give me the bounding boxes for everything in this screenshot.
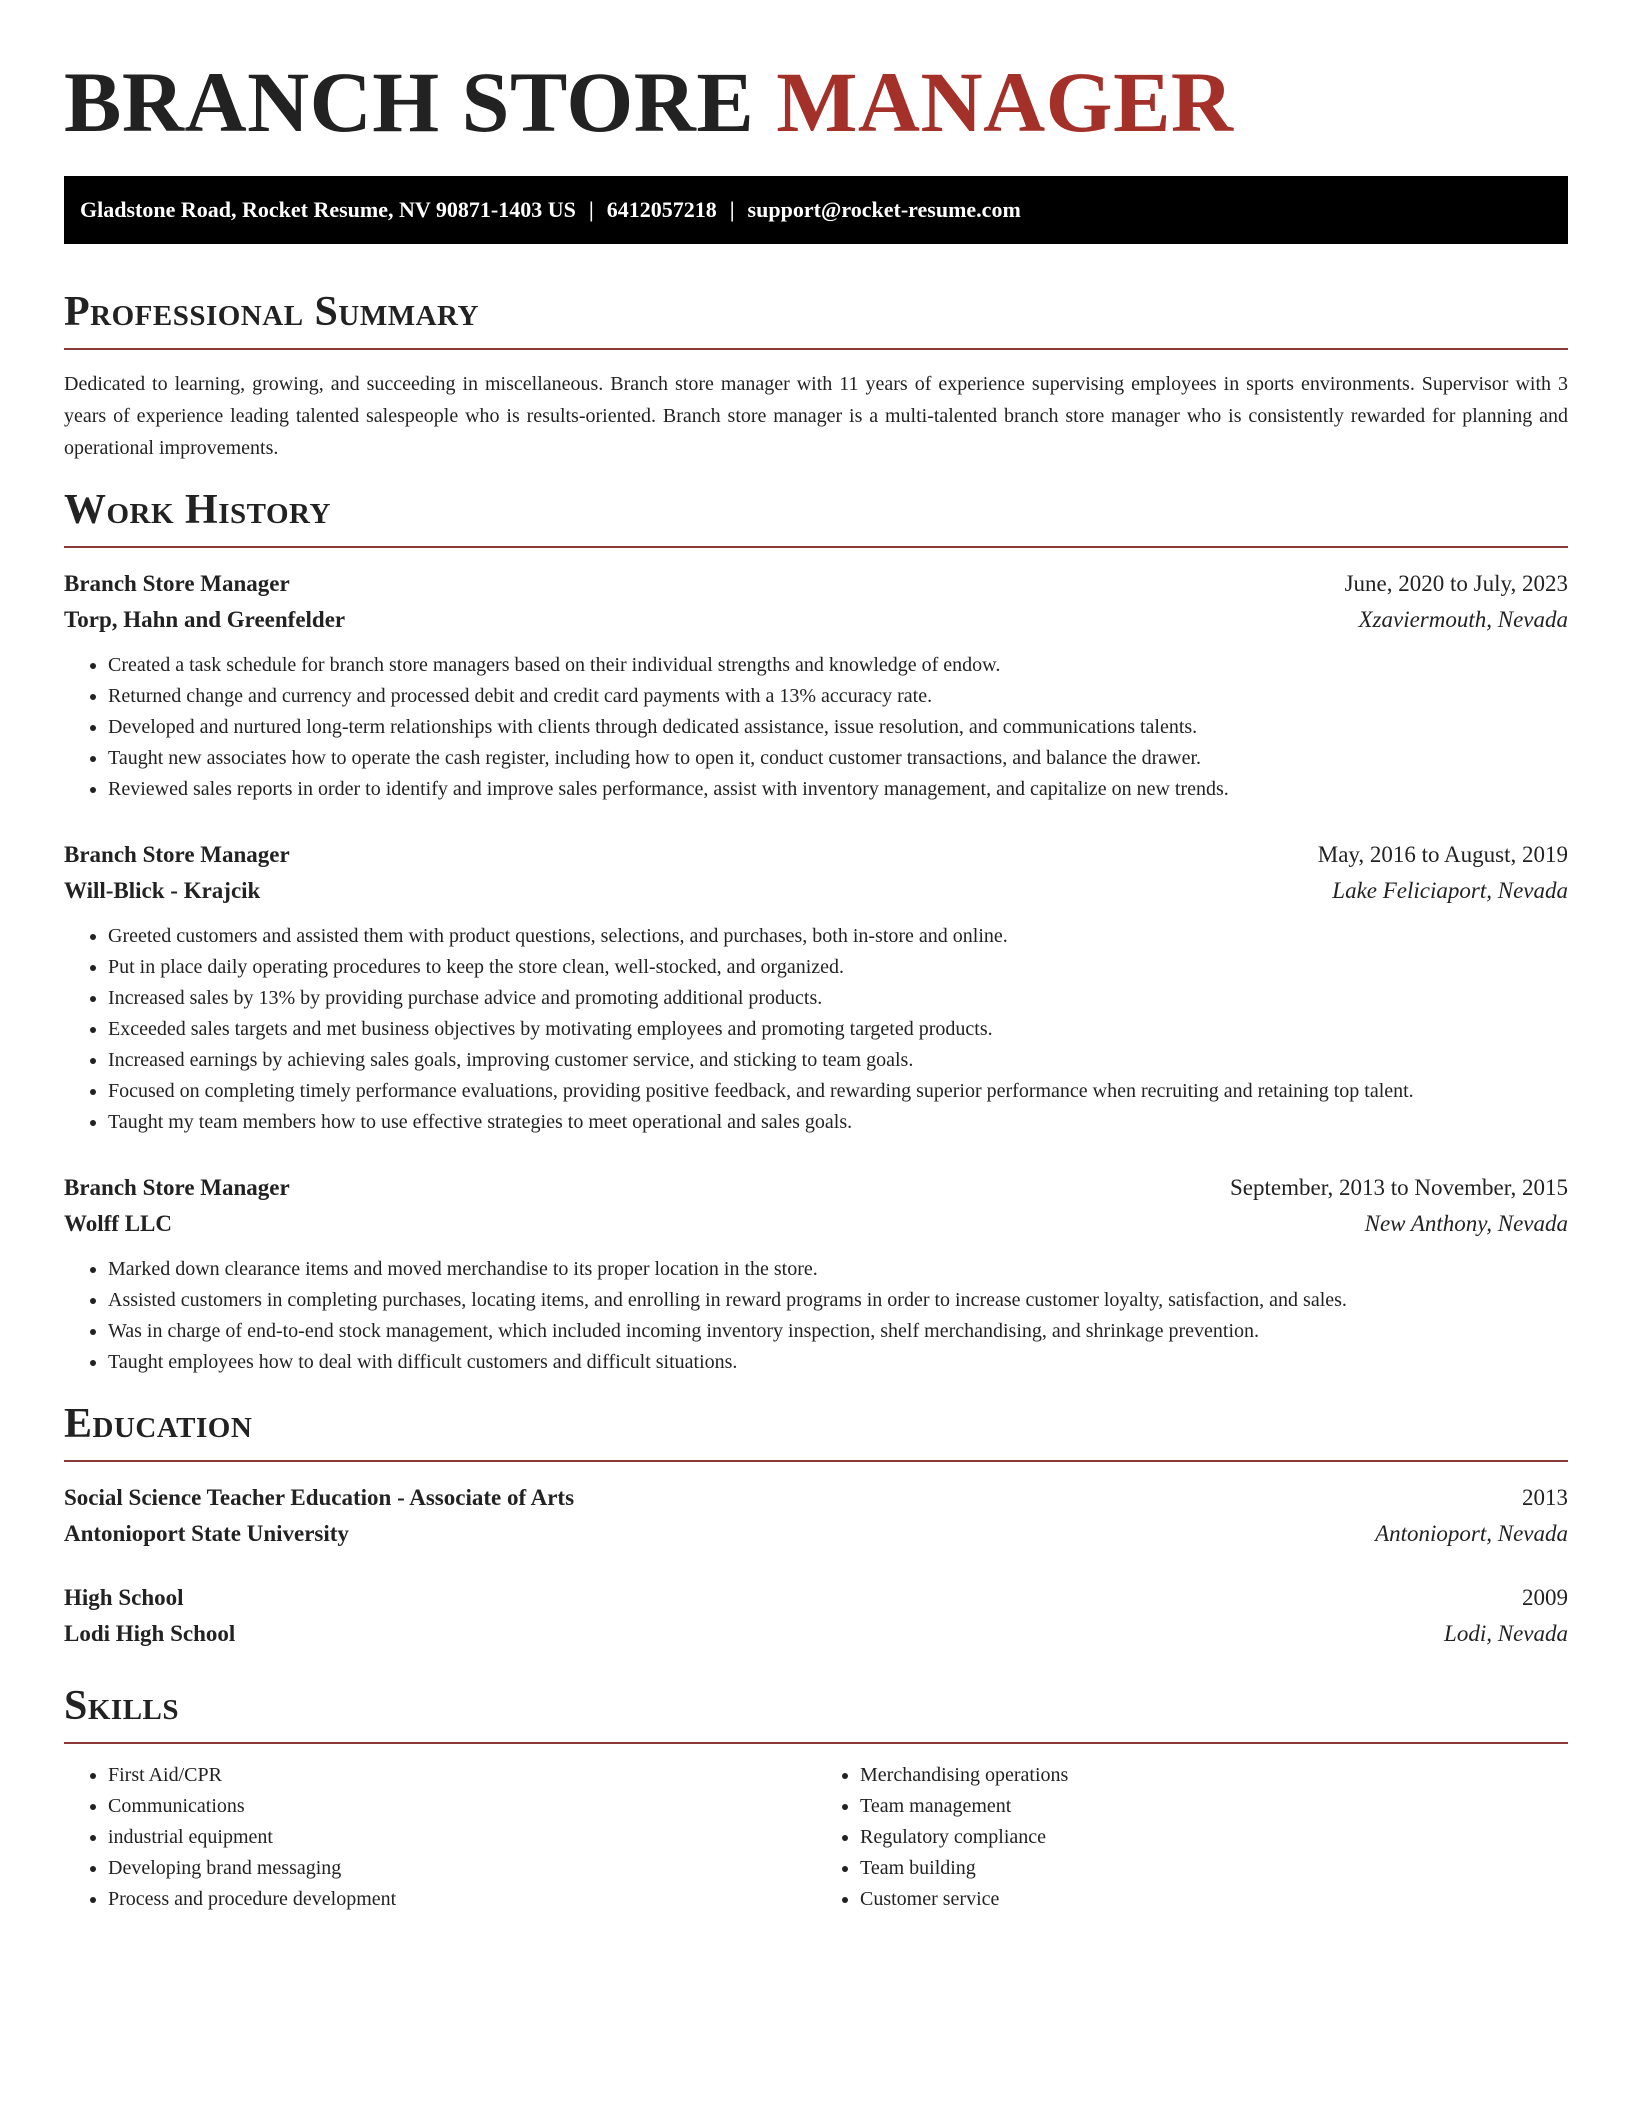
section-heading-education: Education [64, 1398, 1568, 1462]
education-degree: High School [64, 1585, 184, 1610]
resume-title [64, 0, 1568, 152]
contact-separator: | [729, 197, 735, 222]
education-location: Lodi, Nevada [1444, 1621, 1568, 1646]
skill-item: • First Aid/CPR [108, 1760, 816, 1791]
title-accent: MANAGER [776, 54, 1234, 150]
job-company-row [64, 1206, 1568, 1242]
education-degree: Social Science Teacher Education - Associate of Arts [64, 1485, 575, 1510]
contact-separator: | [588, 197, 594, 222]
job-company: Torp, Hahn and Greenfelder [64, 607, 346, 632]
job-header-row [64, 1170, 1568, 1206]
job-bullet: • Reviewed sales reports in order to identify and improve sales performance, assist with inventory management, and capitalize on new trends. [108, 774, 1568, 805]
education-school: Lodi High School [64, 1621, 236, 1646]
job-dates: June, 2020 to July, 2023 [1344, 571, 1568, 596]
job-bullet-list [64, 650, 1568, 805]
skills-column-right [816, 1760, 1568, 1915]
job-company: Will-Blick - Krajcik [64, 878, 261, 903]
job-entry [64, 566, 1568, 805]
job-bullet: • Marked down clearance items and moved merchandise to its proper location in the store. [108, 1254, 1568, 1285]
job-entry [64, 1170, 1568, 1378]
job-bullet: • Greeted customers and assisted them with product questions, selections, and purchases, both in-store and online. [108, 921, 1568, 952]
job-bullet: • Was in charge of end-to-end stock management, which included incoming inventory inspection, shelf merchandising, and shrinkage prevention. [108, 1316, 1568, 1347]
section-heading-summary: Professional Summary [64, 286, 1568, 350]
skill-item: • Merchandising operations [860, 1760, 1568, 1791]
contact-bar [64, 176, 1568, 244]
job-dates: May, 2016 to August, 2019 [1317, 842, 1568, 867]
job-title: Branch Store Manager [64, 1175, 290, 1200]
skills-column-left [64, 1760, 816, 1915]
contact-phone: 6412057218 [606, 197, 717, 222]
job-entry [64, 837, 1568, 1138]
skill-item: • Customer service [860, 1884, 1568, 1915]
education-school-row [64, 1516, 1568, 1552]
job-company: Wolff LLC [64, 1211, 172, 1236]
job-company-row [64, 602, 1568, 638]
education-year: 2013 [1522, 1485, 1568, 1510]
job-bullet: • Exceeded sales targets and met business objectives by motivating employees and promoting targeted products. [108, 1014, 1568, 1045]
job-header-row [64, 566, 1568, 602]
job-bullet-list [64, 921, 1568, 1138]
work-history-section [64, 484, 1568, 1378]
education-entry [64, 1580, 1568, 1652]
job-bullet: • Increased sales by 13% by providing purchase advice and promoting additional products. [108, 983, 1568, 1014]
job-dates: September, 2013 to November, 2015 [1230, 1175, 1568, 1200]
education-header-row [64, 1480, 1568, 1516]
job-location: Lake Feliciaport, Nevada [1332, 878, 1568, 903]
job-bullet: • Returned change and currency and processed debit and credit card payments with a 13% accuracy rate. [108, 681, 1568, 712]
job-header-row [64, 837, 1568, 873]
job-bullet: • Developed and nurtured long-term relationships with clients through dedicated assistance, issue resolution, and communications talents. [108, 712, 1568, 743]
skill-item: • Team building [860, 1853, 1568, 1884]
job-bullet: • Taught my team members how to use effective strategies to meet operational and sales goals. [108, 1107, 1568, 1138]
job-bullet: • Taught employees how to deal with difficult customers and difficult situations. [108, 1347, 1568, 1378]
skills-grid [64, 1760, 1568, 1915]
education-school-row [64, 1616, 1568, 1652]
job-title: Branch Store Manager [64, 571, 290, 596]
job-location: New Anthony, Nevada [1364, 1211, 1568, 1236]
contact-email: support@rocket-resume.com [747, 197, 1021, 222]
education-year: 2009 [1522, 1585, 1568, 1610]
job-title: Branch Store Manager [64, 842, 290, 867]
education-entry [64, 1480, 1568, 1552]
skill-item: • Communications [108, 1791, 816, 1822]
summary-section [64, 286, 1568, 464]
skill-item: • industrial equipment [108, 1822, 816, 1853]
job-bullet: • Assisted customers in completing purchases, locating items, and enrolling in reward programs in order to increase customer loyalty, satisfaction, and sales. [108, 1285, 1568, 1316]
job-bullet: • Increased earnings by achieving sales goals, improving customer service, and sticking to team goals. [108, 1045, 1568, 1076]
contact-address: Gladstone Road, Rocket Resume, NV 90871-1403 US [80, 197, 576, 222]
education-school: Antonioport State University [64, 1521, 349, 1546]
job-bullet: • Focused on completing timely performance evaluations, providing positive feedback, and rewarding superior performance when recruiting and retaining top talent. [108, 1076, 1568, 1107]
skill-item: • Regulatory compliance [860, 1822, 1568, 1853]
education-section [64, 1398, 1568, 1652]
section-heading-skills: Skills [64, 1680, 1568, 1744]
job-bullet: • Taught new associates how to operate the cash register, including how to open it, conduct customer transactions, and balance the drawer. [108, 743, 1568, 774]
summary-text: Dedicated to learning, growing, and succeeding in miscellaneous. Branch store manager with 11 years of experience supervising employees in sports environments. Supervisor with 3 years of experience leading talented salespeople who is results-oriented. Branch store manager is a multi-talented branch store manager who is consistently rewarded for planning and operational improvements. [64, 373, 1568, 459]
skills-section [64, 1680, 1568, 1915]
job-location: Xzaviermouth, Nevada [1358, 607, 1568, 632]
job-bullet-list [64, 1254, 1568, 1378]
title-first: BRANCH STORE [64, 54, 755, 150]
education-header-row [64, 1580, 1568, 1616]
skill-item: • Process and procedure development [108, 1884, 816, 1915]
section-heading-work-history: Work History [64, 484, 1568, 548]
education-location: Antonioport, Nevada [1375, 1521, 1568, 1546]
job-bullet: • Put in place daily operating procedures to keep the store clean, well-stocked, and organized. [108, 952, 1568, 983]
job-company-row [64, 873, 1568, 909]
skill-item: • Team management [860, 1791, 1568, 1822]
job-bullet: • Created a task schedule for branch store managers based on their individual strengths and knowledge of endow. [108, 650, 1568, 681]
skill-item: • Developing brand messaging [108, 1853, 816, 1884]
